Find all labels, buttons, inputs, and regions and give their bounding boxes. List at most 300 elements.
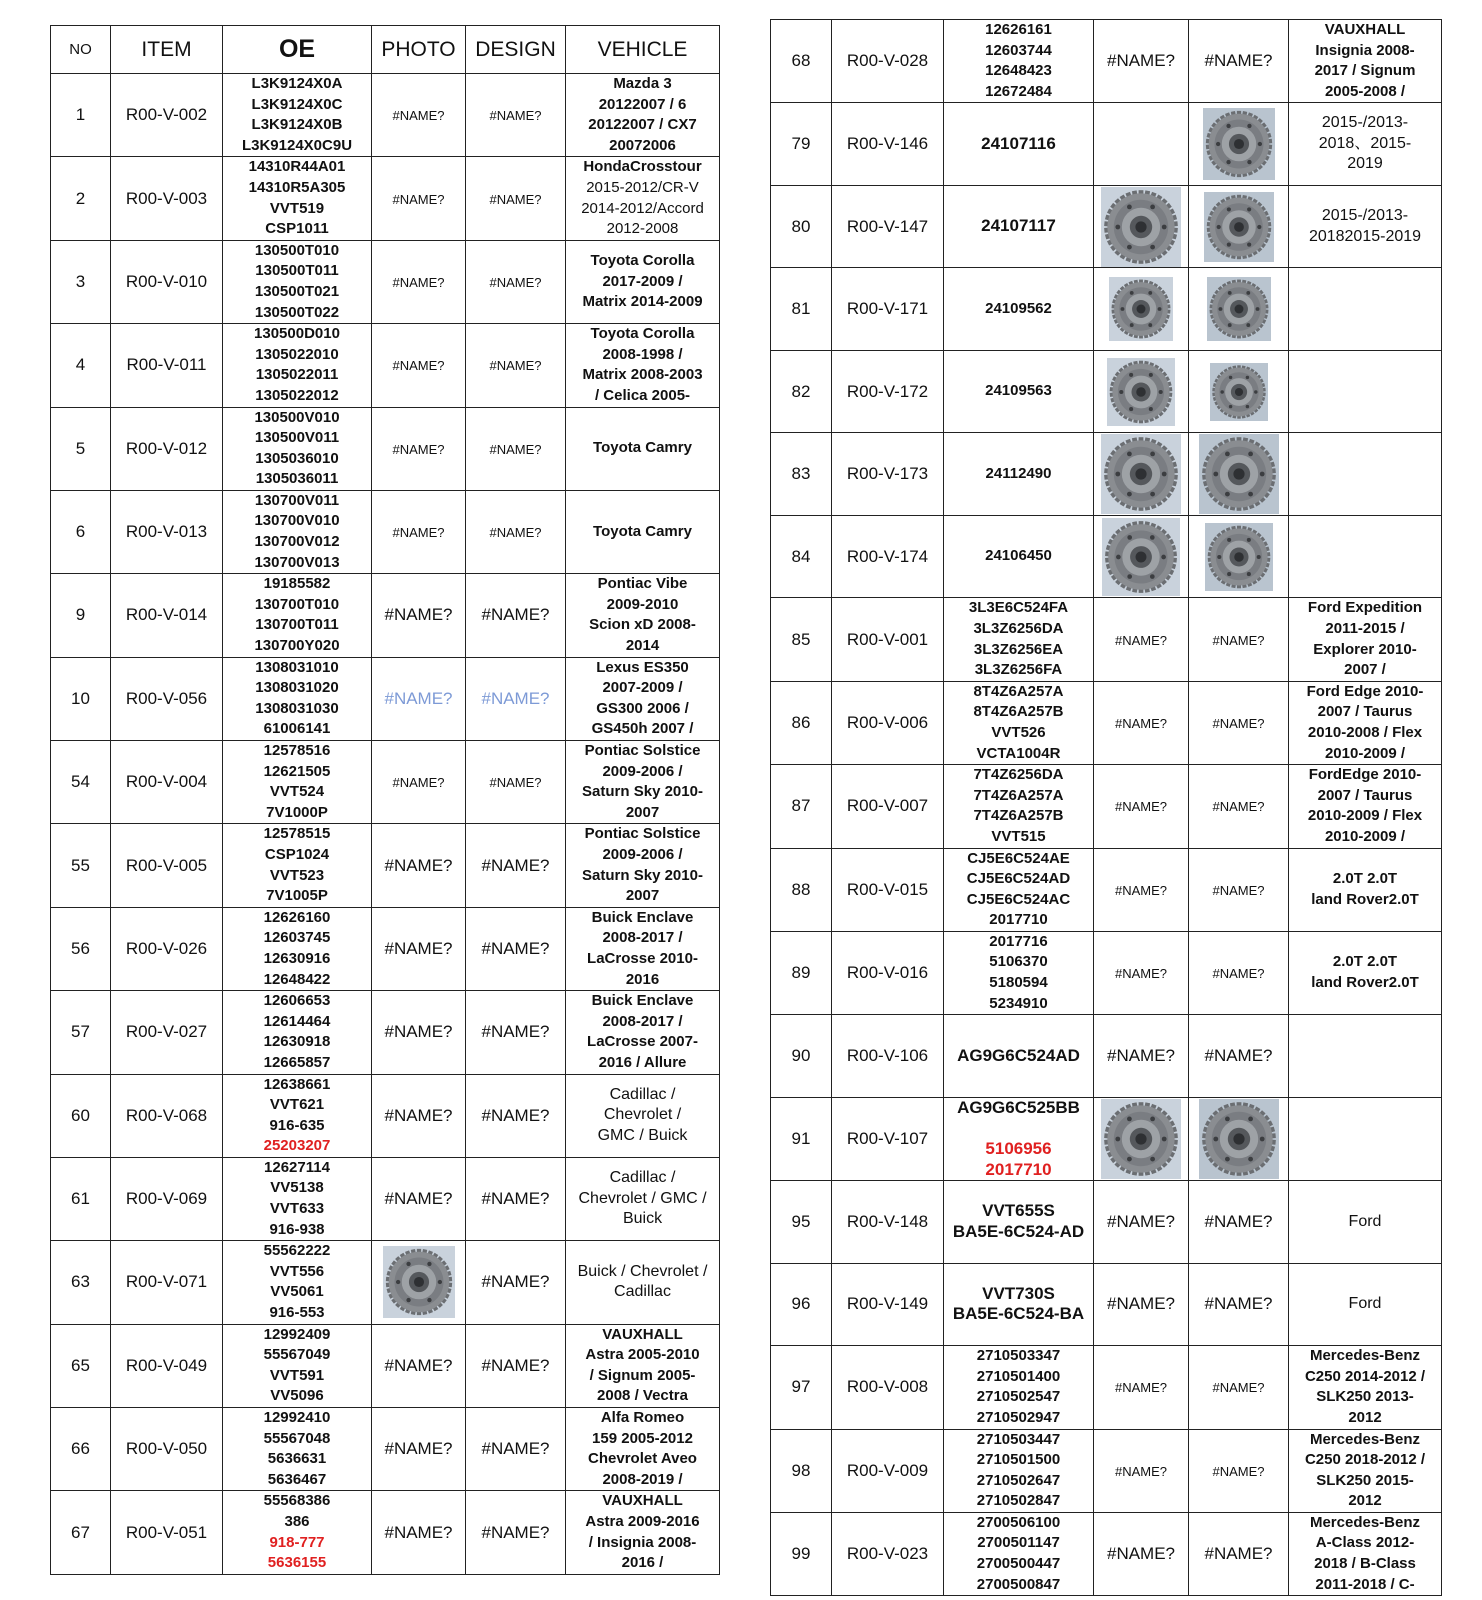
design-value: #NAME? (489, 775, 542, 791)
design-value: #NAME? (481, 1272, 550, 1292)
vehicle-cell (1289, 1429, 1442, 1512)
vehicle-line: 2005-2008 / (1324, 82, 1406, 100)
vehicle-line: Toyota Corolla (590, 252, 695, 270)
vehicle-line: Mercedes-Benz (1309, 1347, 1421, 1365)
vehicle-cell (1289, 681, 1442, 764)
item-code: R00-V-013 (111, 490, 223, 573)
design-cell (1189, 1429, 1289, 1512)
design-value: #NAME? (481, 1105, 550, 1125)
vehicle-line: GS450h 2007 / (591, 720, 694, 738)
vehicle-cell (566, 741, 720, 824)
row-number: 87 (771, 765, 832, 848)
item-code: R00-V-014 (111, 574, 223, 657)
oe-number: 2017710 (985, 1159, 1052, 1179)
design-value: #NAME? (481, 1189, 550, 1209)
oe-number: 130700V013 (254, 553, 340, 571)
item-code: R00-V-001 (832, 598, 944, 681)
vehicle-line: 2018 / B-Class (1314, 1555, 1416, 1573)
row-number: 98 (771, 1429, 832, 1512)
design-value: #NAME? (1212, 799, 1265, 815)
row-number: 95 (771, 1181, 832, 1264)
item-code: R00-V-149 (832, 1263, 944, 1346)
oe-number: 14310R44A01 (248, 158, 346, 176)
photo-value: #NAME? (1106, 51, 1176, 71)
vehicle-line: 2011-2018 / C- (1315, 1575, 1415, 1593)
vehicle-line: Toyota Camry (593, 522, 692, 540)
vehicle-line: 20182015-2019 (1308, 227, 1422, 245)
oe-number: 130500T021 (254, 282, 340, 300)
oe-number: 12614464 (263, 1012, 331, 1030)
left-header-row (51, 26, 720, 74)
table-row (771, 681, 1442, 764)
vehicle-line: 2019 (1347, 155, 1383, 173)
photo-cell (1094, 931, 1189, 1014)
item-code: R00-V-068 (111, 1074, 223, 1157)
row-number: 79 (771, 103, 832, 186)
vehicle-cell (566, 1074, 720, 1157)
row-number: 5 (51, 407, 111, 490)
item-code: R00-V-106 (832, 1015, 944, 1098)
oe-numbers (223, 824, 372, 907)
vehicle-line: 2015-/2013- (1321, 207, 1409, 225)
oe-number: 3L3Z6256DA (973, 619, 1064, 637)
oe-numbers (944, 598, 1094, 681)
vehicle-line: land Rover2.0T (1311, 890, 1419, 908)
oe-number: 12627114 (264, 1158, 330, 1176)
oe-number: VVT621 (269, 1096, 325, 1114)
row-number: 97 (771, 1346, 832, 1429)
vehicle-line: Buick / Chevrolet / (577, 1262, 708, 1280)
photo-cell (372, 74, 466, 157)
design-value: #NAME? (481, 688, 550, 708)
vehicle-line: Ford Edge 2010- (1306, 682, 1424, 700)
oe-number: 25203207 (263, 1137, 331, 1155)
table-row (771, 268, 1442, 351)
oe-number: 1308031030 (255, 699, 339, 717)
design-cell (1189, 931, 1289, 1014)
row-number: 67 (51, 1491, 111, 1574)
item-code: R00-V-171 (832, 268, 944, 351)
oe-number: 24107116 (981, 133, 1056, 153)
sprocket-photo (1099, 1099, 1183, 1179)
table-row (771, 1181, 1442, 1264)
vehicle-line: 2016 (625, 970, 660, 988)
vehicle-line: 2012 (1348, 1408, 1382, 1426)
oe-number: L3K9124X0A (251, 75, 343, 92)
vehicle-cell (566, 907, 720, 990)
oe-number: 7T4Z6256DA (973, 766, 1064, 784)
oe-numbers (944, 1015, 1094, 1098)
oe-numbers (223, 1491, 372, 1574)
photo-value: #NAME? (1106, 1211, 1176, 1231)
design-cell (1189, 1346, 1289, 1429)
row-number: 10 (51, 657, 111, 740)
design-cell (466, 490, 566, 573)
oe-number: 12578516 (263, 742, 331, 759)
oe-number: 3L3Z6256EA (973, 640, 1064, 658)
oe-number: BA5E-6C524-BA (952, 1304, 1085, 1324)
photo-cell (372, 824, 466, 907)
oe-numbers (223, 1074, 372, 1157)
row-number: 84 (771, 515, 832, 598)
oe-numbers (944, 1429, 1094, 1512)
vehicle-line: Buick Enclave (591, 992, 694, 1010)
oe-number: 12992410 (263, 1409, 331, 1426)
vehicle-cell (566, 574, 720, 657)
photo-cell (1094, 433, 1189, 516)
oe-numbers (223, 991, 372, 1074)
photo-cell (372, 1408, 466, 1491)
design-cell (1189, 765, 1289, 848)
vehicle-line: land Rover2.0T (1311, 974, 1419, 992)
design-cell (466, 407, 566, 490)
row-number: 9 (51, 574, 111, 657)
design-cell (466, 657, 566, 740)
design-value: #NAME? (1204, 1294, 1273, 1314)
table-row (51, 74, 720, 157)
oe-number: 130700V011 (254, 491, 340, 509)
vehicle-line: Saturn Sky 2010- (582, 783, 703, 801)
oe-number: 2710503447 (976, 1430, 1061, 1448)
vehicle-line: 2015-2012/CR-V (586, 178, 699, 196)
oe-number: 12630916 (263, 949, 331, 967)
vehicle-line: 2016 / Allure (598, 1053, 687, 1071)
vehicle-cell (1289, 1346, 1442, 1429)
oe-numbers (944, 1346, 1094, 1429)
vehicle-line: VAUXHALL (602, 1492, 683, 1510)
vehicle-line: 2010-2009 / (1324, 744, 1406, 762)
oe-number: 130500D010 (254, 325, 340, 343)
row-number: 3 (51, 240, 111, 323)
vehicle-line: C250 2014-2012 / (1304, 1367, 1426, 1385)
oe-number: 19185582 (263, 575, 331, 593)
photo-value: #NAME? (392, 358, 445, 374)
item-code: R00-V-002 (111, 74, 223, 157)
design-cell (466, 1324, 566, 1407)
oe-number (946, 1118, 1091, 1139)
design-value: #NAME? (1212, 632, 1265, 648)
oe-number: VVT633 (269, 1200, 325, 1218)
photo-cell (372, 157, 466, 240)
design-value: #NAME? (1204, 1211, 1273, 1231)
design-cell (466, 1074, 566, 1157)
vehicle-line: Toyota Corolla (590, 325, 695, 343)
table-row (51, 824, 720, 907)
oe-number: 55568386 (263, 1492, 331, 1510)
oe-number: 12626160 (263, 908, 331, 926)
vehicle-cell (1289, 1512, 1442, 1595)
left-parts-table (50, 25, 720, 1575)
design-cell (1189, 1181, 1289, 1264)
oe-number: 12672484 (985, 82, 1052, 100)
photo-cell (372, 1241, 466, 1324)
oe-number: 2710501500 (976, 1451, 1061, 1469)
vehicle-cell (1289, 848, 1442, 931)
vehicle-cell (1289, 598, 1442, 681)
row-number: 90 (771, 1015, 832, 1098)
item-code: R00-V-016 (832, 931, 944, 1014)
sprocket-photo (1109, 274, 1173, 344)
vehicle-cell (1289, 268, 1442, 351)
vehicle-cell (1289, 20, 1442, 103)
item-code: R00-V-003 (111, 157, 223, 240)
table-row (51, 1324, 720, 1407)
table-row (51, 1074, 720, 1157)
vehicle-line: Pontiac Solstice (584, 825, 701, 843)
vehicle-line: Mercedes-Benz (1309, 1430, 1421, 1448)
oe-numbers (223, 574, 372, 657)
item-code: R00-V-005 (111, 824, 223, 907)
item-code: R00-V-173 (832, 433, 944, 516)
photo-cell (372, 574, 466, 657)
oe-number: VVT591 (269, 1366, 325, 1384)
oe-numbers (944, 1181, 1094, 1264)
photo-value: #NAME? (1114, 632, 1168, 648)
header-photo: PHOTO (372, 26, 466, 74)
oe-numbers (223, 907, 372, 990)
header-oe: OE (223, 26, 372, 74)
photo-cell (1094, 1015, 1189, 1098)
row-number: 99 (771, 1512, 832, 1595)
oe-number: 55567049 (263, 1346, 331, 1364)
design-value: #NAME? (481, 605, 550, 625)
item-code: R00-V-027 (111, 991, 223, 1074)
design-value: #NAME? (489, 191, 542, 207)
vehicle-line: 2007 / Taurus (1317, 703, 1413, 721)
photo-value: #NAME? (392, 525, 445, 541)
design-cell (1189, 185, 1289, 268)
oe-number: 24107117 (981, 216, 1056, 236)
vehicle-line: 2008 / Vectra (597, 1387, 688, 1405)
item-code: R00-V-056 (111, 657, 223, 740)
header-item: ITEM (111, 26, 223, 74)
design-cell (1189, 1097, 1289, 1180)
vehicle-line: VAUXHALL (602, 1325, 683, 1343)
oe-number: 3L3Z6256FA (974, 661, 1063, 679)
oe-number: 5106370 (989, 953, 1048, 971)
vehicle-line: GS300 2006 / (596, 699, 689, 717)
oe-number: 24109562 (985, 299, 1052, 317)
vehicle-line: Buick Enclave (591, 908, 694, 926)
vehicle-line: 2007 (625, 887, 660, 905)
photo-value: #NAME? (384, 1189, 453, 1209)
vehicle-line: LaCrosse 2010- (587, 949, 698, 967)
design-value: #NAME? (481, 938, 550, 958)
photo-value: #NAME? (1114, 799, 1168, 815)
oe-numbers (223, 74, 372, 157)
design-value: #NAME? (481, 855, 550, 875)
design-value: #NAME? (481, 1439, 550, 1459)
vehicle-cell (566, 407, 720, 490)
oe-number: 24109563 (985, 382, 1052, 400)
design-value: #NAME? (1204, 51, 1273, 71)
oe-number: 1305022012 (255, 386, 339, 404)
table-row (51, 407, 720, 490)
item-code: R00-V-148 (832, 1181, 944, 1264)
photo-value: #NAME? (384, 688, 453, 708)
oe-numbers (944, 931, 1094, 1014)
sprocket-photo (383, 1242, 455, 1322)
vehicle-line: Scion xD 2008- (589, 616, 696, 634)
design-cell (466, 907, 566, 990)
oe-number: VVT730S (982, 1283, 1055, 1303)
vehicle-line: Pontiac Vibe (597, 575, 688, 593)
photo-value: #NAME? (392, 775, 445, 791)
sprocket-photo (1203, 104, 1275, 184)
vehicle-line: 2011-2015 / (1325, 619, 1405, 637)
vehicle-line: 2007 (625, 803, 660, 821)
vehicle-line: Toyota Camry (593, 439, 692, 457)
row-number: 61 (51, 1157, 111, 1240)
vehicle-line: Cadillac (614, 1283, 671, 1301)
oe-numbers (944, 681, 1094, 764)
oe-numbers (944, 765, 1094, 848)
item-code: R00-V-011 (111, 324, 223, 407)
vehicle-line: 2010-2009 / (1324, 827, 1406, 845)
oe-number: 12638661 (263, 1075, 331, 1093)
item-code: R00-V-071 (111, 1241, 223, 1324)
photo-cell (1094, 515, 1189, 598)
right-parts-table (770, 19, 1442, 1596)
item-code: R00-V-051 (111, 1491, 223, 1574)
oe-number: VVT515 (991, 827, 1046, 845)
oe-number: 5234910 (989, 994, 1048, 1012)
oe-number: 130500T022 (254, 303, 340, 321)
vehicle-line: 2008-2017 / (602, 1012, 683, 1030)
table-row (771, 1097, 1442, 1180)
design-cell (466, 1408, 566, 1491)
vehicle-line: Insignia 2008- (1315, 41, 1415, 59)
row-number: 56 (51, 907, 111, 990)
oe-numbers (223, 240, 372, 323)
item-code: R00-V-107 (832, 1097, 944, 1180)
design-cell (466, 574, 566, 657)
design-cell (1189, 848, 1289, 931)
photo-cell (372, 1157, 466, 1240)
oe-number: 12630918 (263, 1033, 331, 1051)
oe-number: 1305036011 (255, 470, 339, 488)
header-no: NO (51, 26, 111, 74)
oe-number: 918-777 (269, 1533, 325, 1551)
oe-number: 2710502947 (976, 1408, 1061, 1426)
row-number: 2 (51, 157, 111, 240)
oe-number: 2710501400 (976, 1367, 1061, 1385)
vehicle-line: Astra 2009-2016 (585, 1512, 700, 1530)
photo-value: #NAME? (384, 1105, 453, 1125)
photo-value: #NAME? (1114, 1380, 1168, 1396)
oe-number: BA5E-6C524-AD (952, 1221, 1085, 1241)
vehicle-line: / Celica 2005- (594, 386, 691, 404)
oe-number: 7V1005P (266, 887, 328, 905)
photo-cell (1094, 1097, 1189, 1180)
vehicle-line: 20122007 / CX7 (588, 116, 697, 134)
oe-number: VV5061 (270, 1283, 324, 1301)
vehicle-line: C250 2018-2012 / (1304, 1451, 1426, 1469)
vehicle-line: Ford (1348, 1212, 1382, 1230)
photo-cell (372, 1324, 466, 1407)
vehicle-line: Saturn Sky 2010- (582, 866, 703, 884)
row-number: 91 (771, 1097, 832, 1180)
table-row (51, 1491, 720, 1574)
oe-number: 2700500447 (976, 1555, 1061, 1573)
table-row (51, 991, 720, 1074)
vehicle-line: Cadillac / (609, 1085, 676, 1103)
vehicle-line: LaCrosse 2007- (587, 1033, 698, 1051)
design-cell (1189, 20, 1289, 103)
oe-number: 916-553 (269, 1304, 325, 1322)
oe-numbers (223, 324, 372, 407)
vehicle-line: Mazda 3 (613, 75, 672, 92)
photo-value: #NAME? (1114, 1463, 1168, 1479)
vehicle-line: 2007 / Taurus (1317, 786, 1413, 804)
vehicle-cell (566, 657, 720, 740)
vehicle-cell (566, 1491, 720, 1574)
photo-cell (1094, 20, 1189, 103)
oe-number: 12648422 (263, 970, 331, 988)
photo-cell (372, 991, 466, 1074)
row-number: 88 (771, 848, 832, 931)
oe-number: VVT524 (269, 783, 325, 801)
oe-numbers (223, 657, 372, 740)
table-row (771, 185, 1442, 268)
sprocket-photo (1204, 187, 1274, 267)
vehicle-cell (1289, 350, 1442, 433)
design-cell (466, 1491, 566, 1574)
design-value: #NAME? (1212, 966, 1265, 982)
design-cell (1189, 268, 1289, 351)
table-row (771, 931, 1442, 1014)
table-row (51, 157, 720, 240)
vehicle-line: Chevrolet / (603, 1106, 682, 1124)
vehicle-line: 2009-2010 (606, 595, 679, 613)
oe-number: VVT655S (982, 1201, 1055, 1221)
oe-number: VV5096 (270, 1387, 324, 1405)
photo-cell (1094, 103, 1189, 186)
oe-number: VVT526 (991, 723, 1046, 741)
design-cell (1189, 1015, 1289, 1098)
oe-number: VVT556 (269, 1262, 325, 1280)
oe-number: 14310R5A305 (248, 178, 346, 196)
item-code: R00-V-008 (832, 1346, 944, 1429)
oe-numbers (223, 490, 372, 573)
oe-number: 12626161 (985, 21, 1052, 38)
oe-number: 1305022010 (255, 345, 339, 363)
vehicle-line: Matrix 2014-2009 (582, 293, 703, 311)
table-row (51, 1408, 720, 1491)
vehicle-cell (566, 1157, 720, 1240)
oe-number: 5636631 (267, 1450, 327, 1468)
vehicle-line: / Insignia 2008- (588, 1533, 697, 1551)
design-value: #NAME? (1204, 1046, 1273, 1065)
sprocket-photo (1098, 187, 1184, 267)
row-number: 63 (51, 1241, 111, 1324)
vehicle-line: 2007 / (1344, 661, 1386, 679)
design-cell (466, 1157, 566, 1240)
photo-value: #NAME? (392, 108, 445, 124)
oe-number: CJ5E6C524AC (966, 890, 1071, 908)
vehicle-line: 2.0T 2.0T (1332, 870, 1398, 888)
vehicle-line: 2.0T 2.0T (1332, 953, 1398, 971)
row-number: 81 (771, 268, 832, 351)
item-code: R00-V-146 (832, 103, 944, 186)
oe-number: 55567048 (263, 1429, 331, 1447)
design-cell (1189, 350, 1289, 433)
design-cell (466, 1241, 566, 1324)
oe-number: 1308031020 (255, 679, 339, 697)
photo-cell (1094, 1346, 1189, 1429)
oe-number: 5636467 (267, 1470, 327, 1488)
oe-number: 5636155 (267, 1554, 327, 1572)
